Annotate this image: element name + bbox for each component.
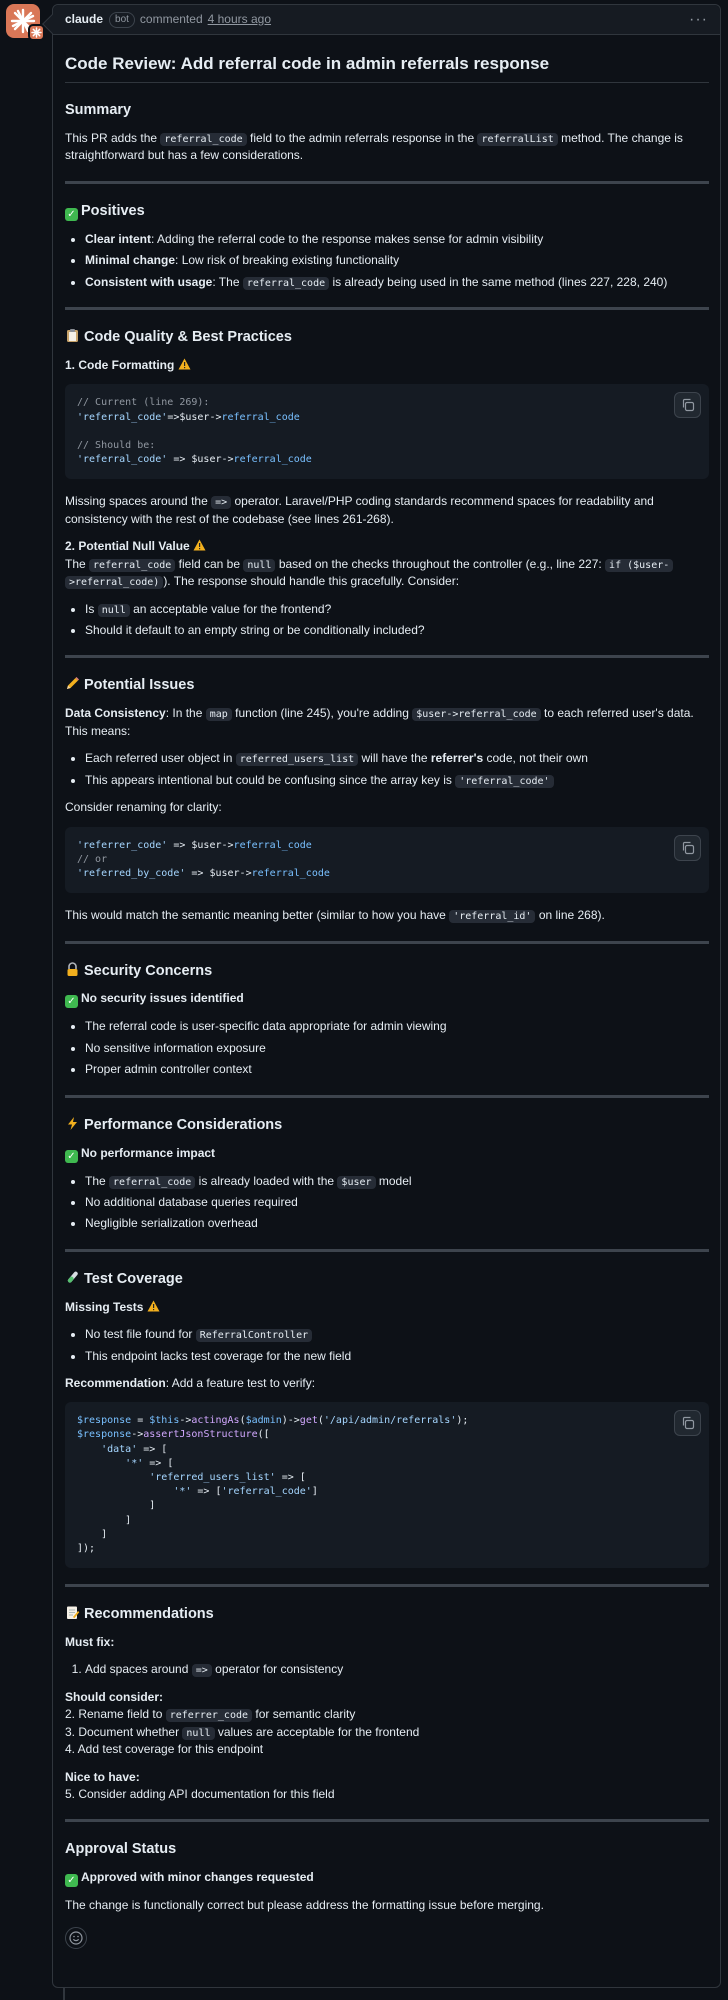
should-item-3: 3. Document whether null values are acceptable for the frontend	[65, 1724, 420, 1739]
performance-status: ✓ No performance impact	[65, 1145, 709, 1163]
divider	[65, 1249, 709, 1252]
security-status: ✓ No security issues identified	[65, 990, 709, 1008]
subheading-null-value: 2. Potential Null Value	[65, 538, 709, 555]
lightning-emoji-icon	[65, 1116, 80, 1131]
missing-tests-label: Missing Tests	[65, 1299, 709, 1316]
smiley-icon	[69, 1931, 83, 1945]
code-block-formatting: // Current (line 269): 'referral_code'=>$user->referral_code // Should be: 'referral_code' => $user->referral_code	[65, 384, 709, 479]
list-item: • No sensitive information exposure	[85, 1040, 709, 1057]
add-reaction-button[interactable]	[65, 1927, 87, 1949]
code-block-test: $response = $this->actingAs($admin)->get('/api/admin/referrals'); $response->assertJsonStructure([ 'data' => [ '*' => [ 'referred_users_list' => [ '*' => ['referral_code'] ] ] ] ]);	[65, 1402, 709, 1568]
divider	[65, 1584, 709, 1587]
summary-paragraph: This PR adds the referral_code field to the admin referrals response in the referralList method. The change is straightforward but has a few considerations.	[65, 130, 683, 163]
divider	[65, 181, 709, 184]
tests-list	[65, 1326, 709, 1365]
formatting-paragraph: Missing spaces around the => operator. Laravel/PHP coding standards recommend spaces for readability and consistency with the rest of the codebase (see lines 261-268).	[65, 494, 654, 526]
copy-icon	[681, 1416, 695, 1430]
approval-heading: Approval Status	[65, 1841, 177, 1858]
null-value-list	[65, 601, 709, 640]
list-item: • Is null an acceptable value for the frontend?	[85, 601, 709, 619]
copy-button[interactable]	[674, 1410, 701, 1436]
should-consider-label: Should consider:	[65, 1689, 164, 1704]
lock-emoji-icon	[65, 962, 80, 977]
list-item: • Consistent with usage: The referral_code is already being used in the same method (lines 227, 228, 240)	[85, 274, 709, 292]
null-value-paragraph: The referral_code field can be null based on the checks throughout the controller (e.g., line 227: if ($user- >referral_code) ). The response should handle this gracefully. Consider:	[65, 556, 709, 591]
list-item: • Proper admin controller context	[85, 1061, 709, 1078]
list-item: • Clear intent: Adding the referral code to the response makes sense for admin visibility	[85, 231, 709, 248]
check-mark-emoji-icon: ✓	[65, 1874, 78, 1887]
test-tube-emoji-icon	[65, 1270, 80, 1285]
subheading-code-formatting: 1. Code Formatting	[65, 357, 709, 374]
issues-paragraph: Data Consistency: In the map function (line 245), you're adding $user->referral_code to each referred user's data. This means:	[65, 706, 694, 738]
issues-list	[65, 750, 709, 789]
semantic-paragraph: This would match the semantic meaning better (similar to how you have 'referral_id' on line 268).	[65, 908, 605, 923]
comment-action: commented	[139, 11, 203, 26]
list-item: • Negligible serialization overhead	[85, 1215, 709, 1232]
copy-icon	[681, 841, 695, 855]
list-item: • No test file found for ReferralController	[85, 1326, 709, 1344]
list-item: • This appears intentional but could be confusing since the array key is 'referral_code'	[85, 772, 709, 790]
check-mark-emoji-icon: ✓	[65, 995, 78, 1008]
tests-heading: Test Coverage	[65, 1270, 709, 1289]
divider	[65, 1095, 709, 1098]
security-list	[65, 1018, 709, 1078]
warning-emoji-icon	[147, 1300, 160, 1312]
divider	[65, 1819, 709, 1822]
claude-starburst-small-icon	[31, 27, 42, 38]
comment-card	[52, 4, 721, 1988]
nice-to-have-label: Nice to have:	[65, 1769, 140, 1784]
approval-text: The change is functionally correct but please address the formatting issue before merging.	[65, 1898, 544, 1913]
must-fix-list	[65, 1661, 709, 1679]
copy-button[interactable]	[674, 392, 701, 418]
warning-emoji-icon	[193, 539, 206, 551]
rename-paragraph: Consider renaming for clarity:	[65, 800, 222, 815]
performance-heading: Performance Considerations	[65, 1116, 709, 1135]
divider	[65, 307, 709, 310]
positives-heading: ✓ Positives	[65, 202, 709, 221]
list-item: • Each referred user object in referred_users_list will have the referrer's code, not their own	[85, 750, 709, 768]
copy-icon	[681, 398, 695, 412]
nice-item-5: 5. Consider adding API documentation for this field	[65, 1787, 335, 1802]
clipboard-emoji-icon	[65, 328, 80, 343]
code-block-rename: 'referrer_code' => $user->referral_code // or 'referred_by_code' => $user->referral_code	[65, 827, 709, 894]
should-item-4: 4. Add test coverage for this endpoint	[65, 1742, 264, 1757]
summary-heading: Summary	[65, 102, 132, 119]
divider	[65, 941, 709, 944]
author-name[interactable]: claude	[65, 11, 104, 26]
pencil-emoji-icon	[65, 676, 80, 691]
should-item-2: 2. Rename field to referrer_code for semantic clarity	[65, 1707, 356, 1722]
bot-avatar-badge	[28, 24, 45, 41]
warning-emoji-icon	[178, 358, 191, 370]
must-fix-label: Must fix:	[65, 1635, 115, 1650]
check-mark-emoji-icon: ✓	[65, 208, 78, 221]
list-item: • Minimal change: Low risk of breaking existing functionality	[85, 252, 709, 269]
performance-list	[65, 1173, 709, 1233]
quality-heading: Code Quality & Best Practices	[65, 328, 709, 347]
recommendation-paragraph: Recommendation: Add a feature test to verify:	[65, 1375, 316, 1390]
avatar[interactable]	[6, 4, 40, 38]
list-item: • The referral code is user-specific data appropriate for admin viewing	[85, 1018, 709, 1035]
approval-status: ✓ Approved with minor changes requested	[65, 1869, 709, 1887]
positives-list	[65, 231, 709, 291]
list-item: • Should it default to an empty string or be conditionally included?	[85, 622, 709, 639]
comment-body	[53, 35, 720, 1949]
check-mark-emoji-icon: ✓	[65, 1150, 78, 1163]
comment-timestamp[interactable]: 4 hours ago	[207, 11, 272, 26]
list-item: 1. Add spaces around => operator for consistency	[85, 1661, 709, 1679]
review-title: Code Review: Add referral code in admin referrals response	[65, 53, 709, 83]
recommendations-heading: Recommendations	[65, 1605, 709, 1624]
copy-button[interactable]	[674, 835, 701, 861]
divider	[65, 655, 709, 658]
bot-badge: bot	[109, 12, 135, 28]
comment-header	[53, 5, 720, 35]
list-item: • The referral_code is already loaded with the $user model	[85, 1173, 709, 1191]
list-item: • No additional database queries required	[85, 1194, 709, 1211]
kebab-menu-icon[interactable]: ···	[689, 10, 708, 28]
list-item: • This endpoint lacks test coverage for the new field	[85, 1348, 709, 1365]
issues-heading: Potential Issues	[65, 676, 709, 695]
security-heading: Security Concerns	[65, 962, 709, 981]
memo-emoji-icon	[65, 1605, 80, 1620]
